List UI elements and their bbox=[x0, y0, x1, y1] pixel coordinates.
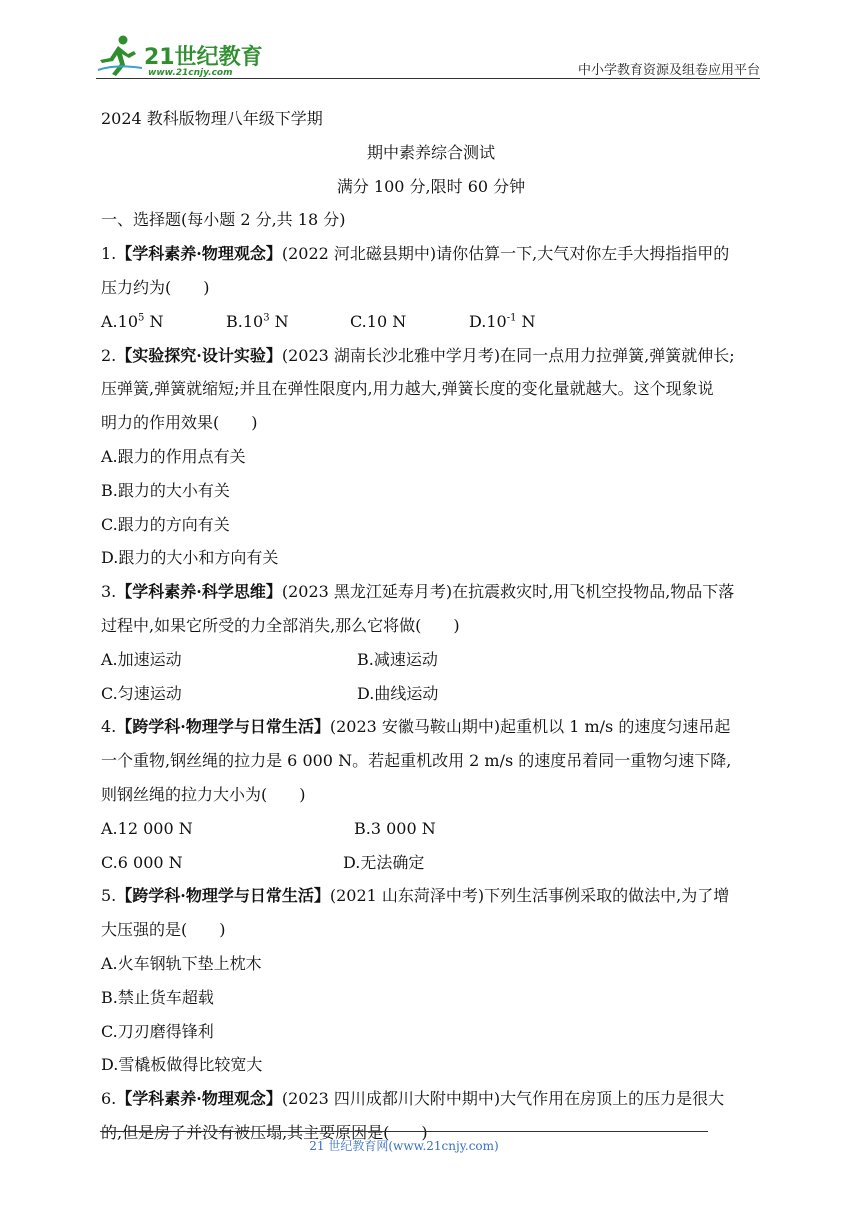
question-text: 大压强的是( ) bbox=[101, 920, 226, 940]
option-d[interactable]: D.曲线运动 bbox=[357, 683, 439, 703]
option-c[interactable]: C.跟力的方向有关 bbox=[101, 514, 230, 534]
option-a[interactable]: A.跟力的作用点有关 bbox=[101, 446, 246, 466]
question bbox=[101, 710, 765, 879]
footer-link[interactable]: 21 世纪教育网(www.21cnjy.com) bbox=[309, 1139, 499, 1153]
option-row bbox=[101, 305, 765, 339]
question-tag: 【实验探究·设计实验】 bbox=[116, 345, 282, 365]
option-d[interactable]: D.雪橇板做得比较宽大 bbox=[101, 1055, 263, 1075]
option-c[interactable]: C.刀刃磨得锋利 bbox=[101, 1021, 214, 1041]
question-tag: 【跨学科·物理学与日常生活】 bbox=[116, 717, 330, 737]
question-text: (2023 安徽马鞍山期中)起重机以 1 m/s 的速度匀速吊起 bbox=[329, 717, 731, 737]
question-tag: 【学科素养·物理观念】 bbox=[116, 1089, 282, 1109]
question-number: 2. bbox=[101, 345, 117, 365]
question bbox=[101, 339, 765, 576]
option-row bbox=[101, 812, 765, 846]
option-a[interactable]: A.火车钢轨下垫上枕木 bbox=[101, 953, 262, 973]
document-subtitle: 满分 100 分,限时 60 分钟 bbox=[336, 176, 526, 196]
option-b[interactable]: B.减速运动 bbox=[357, 649, 438, 669]
question-tag: 【学科素养·物理观念】 bbox=[116, 244, 282, 264]
platform-label: 中小学教育资源及组卷应用平台 bbox=[577, 63, 760, 78]
question-number: 1. bbox=[101, 244, 117, 264]
question-number: 6. bbox=[101, 1089, 117, 1109]
question-text: (2023 湖南长沙北雅中学月考)在同一点用力拉弹簧,弹簧就伸长; bbox=[281, 345, 735, 365]
document-title: 期中素养综合测试 bbox=[366, 142, 495, 162]
option-c[interactable]: C.匀速运动 bbox=[101, 683, 182, 703]
question bbox=[101, 879, 765, 1082]
header-divider bbox=[96, 78, 760, 79]
option-b[interactable]: B.跟力的大小有关 bbox=[101, 480, 230, 500]
option-a[interactable]: A.12 000 N bbox=[101, 818, 193, 838]
question-text: 压力约为( ) bbox=[101, 277, 210, 297]
option-c[interactable]: C.10 N bbox=[350, 311, 407, 331]
logo bbox=[96, 34, 266, 78]
option-a[interactable]: A.加速运动 bbox=[101, 649, 182, 669]
option-d[interactable]: $D.10^{-1}$ N bbox=[469, 311, 536, 331]
page-header bbox=[96, 30, 760, 80]
document-body bbox=[101, 102, 765, 1150]
question-tag: 【学科素养·科学思维】 bbox=[116, 582, 282, 602]
question bbox=[101, 575, 765, 710]
question-text: 压弹簧,弹簧就缩短;并且在弹性限度内,用力越大,弹簧长度的变化量就越大。这个现象说 bbox=[101, 379, 714, 399]
question-text: (2021 山东菏泽中考)下列生活事例采取的做法中,为了增 bbox=[329, 886, 730, 906]
option-a[interactable]: $A.10^5$ N bbox=[101, 311, 164, 331]
question-text: (2023 黑龙江延寿月考)在抗震救灾时,用飞机空投物品,物品下落 bbox=[281, 582, 735, 602]
question bbox=[101, 237, 765, 338]
question-text: (2022 河北磁县期中)请你估算一下,大气对你左手大拇指指甲的 bbox=[281, 244, 730, 264]
option-b[interactable]: B.3 000 N bbox=[354, 818, 436, 838]
course-line: 2024 教科版物理八年级下学期 bbox=[101, 109, 323, 128]
question-text: 则钢丝绳的拉力大小为( ) bbox=[101, 784, 306, 804]
option-row bbox=[101, 677, 765, 711]
option-row bbox=[101, 846, 765, 880]
option-b[interactable]: B.禁止货车超载 bbox=[101, 987, 214, 1007]
question-text: (2023 四川成都川大附中期中)大气作用在房顶上的压力是很大 bbox=[281, 1089, 725, 1109]
question-number: 3. bbox=[101, 582, 117, 602]
option-row bbox=[101, 643, 765, 677]
question-text: 过程中,如果它所受的力全部消失,那么它将做( ) bbox=[101, 615, 460, 635]
question-text: 一个重物,钢丝绳的拉力是 6 000 N。若起重机改用 2 m/s 的速度吊着同一重物匀速下降, bbox=[101, 751, 732, 771]
question-tag: 【跨学科·物理学与日常生活】 bbox=[116, 886, 330, 906]
question-text: 明力的作用效果( ) bbox=[101, 413, 258, 433]
runner-logo-icon bbox=[96, 34, 146, 78]
section-heading: 一、选择题(每小题 2 分,共 18 分) bbox=[101, 210, 346, 230]
footer-divider bbox=[100, 1131, 708, 1132]
option-d[interactable]: D.跟力的大小和方向有关 bbox=[101, 548, 279, 568]
option-b[interactable]: $B.10^3$ N bbox=[226, 311, 289, 331]
option-c[interactable]: C.6 000 N bbox=[101, 852, 183, 872]
question-number: 5. bbox=[101, 886, 117, 906]
option-d[interactable]: D.无法确定 bbox=[343, 852, 425, 872]
logo-url: www.21cnjy.com bbox=[148, 68, 233, 78]
question-number: 4. bbox=[101, 717, 117, 737]
logo-text: 21世纪教育 bbox=[144, 45, 263, 70]
question-text: 的,但是房子并没有被压塌,其主要原因是( ) bbox=[101, 1122, 428, 1142]
